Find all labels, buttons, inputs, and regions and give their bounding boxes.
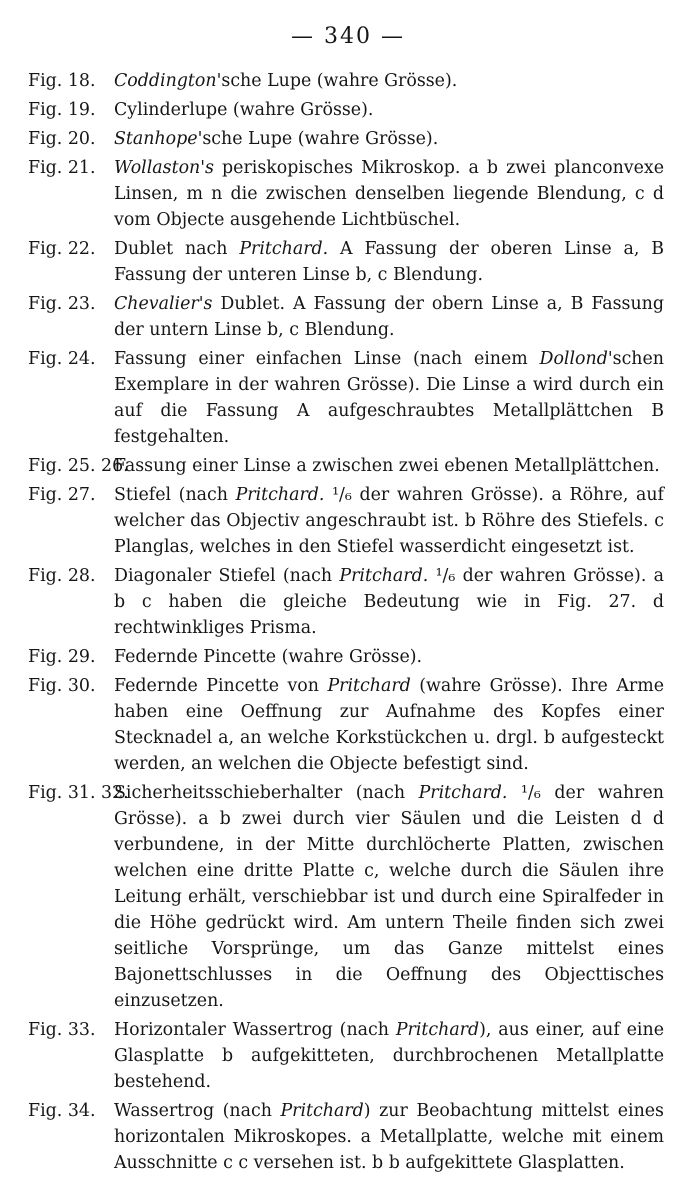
figure-label: Fig. 22. [28,239,96,259]
figure-description [114,673,664,777]
caption-text: Fassung einer Linse a zwischen zwei ebenen Metallplättchen. [114,456,660,476]
italic-name: Coddington [114,71,217,91]
figure-description [114,780,664,1014]
figure-description [114,346,664,450]
figure-caption [28,482,664,560]
figure-caption [28,453,664,479]
figure-description [114,1017,664,1095]
figure-label: Fig. 30. [28,676,96,696]
caption-text: ¹/₆ der wahren Grösse). a b zwei durch vier Säulen und die Leisten d d verbundene, in der Mitte durchlöcherte Platten, zwischen welchen eine dritte Platte c, welche durch die Säulen ihre Leitung erhält, verschiebbar ist und durch eine Spiralfeder in die Höhe gedrückt wird. Am untern Theile finden sich zwei seitliche Vorsprünge, um das Ganze mittelst eines Bajonettschlusses in die Oeffnung des Objecttisches einzusetzen. [114,783,664,1011]
caption-text: 'sche Lupe (wahre Grösse). [216,71,458,91]
figure-label: Fig. 29. [28,647,96,667]
figure-label: Fig. 28. [28,566,96,586]
figure-caption [28,563,664,641]
italic-name: Pritchard [395,1020,480,1040]
figure-description [114,482,664,560]
italic-name: Chevalier's [114,294,213,314]
figure-caption [28,346,664,450]
italic-name: Pritchard. [239,239,329,259]
caption-text: ¹/₆ der wahren Grösse). a b c haben die gleiche Bedeutung wie in Fig. 27. d rechtwinkliges Prisma. [114,566,665,638]
italic-name: Pritchard [280,1101,364,1121]
caption-text: Fassung einer einfachen Linse (nach einem [114,349,540,369]
caption-text: A Fassung der oberen Linse a, B Fassung der unteren Linse b, c Blendung. [114,239,665,285]
figure-caption [28,291,664,343]
caption-text: Cylinderlupe (wahre Grösse). [114,100,374,120]
figure-description [114,126,664,152]
page-number: — 340 — [291,24,405,49]
caption-text: Federnde Pincette (wahre Grösse). [114,647,423,667]
italic-name: Pritchard. [235,485,325,505]
figure-description [114,236,664,288]
caption-text: Dublet nach [114,239,240,259]
figure-label: Fig. 21. [28,158,96,178]
figure-caption [28,644,664,670]
figure-description [114,291,664,343]
figure-label: Fig. 19. [28,100,96,120]
figure-description [114,155,664,233]
figure-description [114,453,664,479]
figure-caption [28,673,664,777]
figure-label: Fig. 33. [28,1020,96,1040]
figure-description [114,1098,664,1176]
figure-caption [28,236,664,288]
figure-label: Fig. 34. [28,1101,96,1121]
italic-name: Pritchard. [418,783,508,803]
caption-text: Stiefel (nach [114,485,236,505]
caption-text: 'schen Exemplare in der wahren Grösse). Die Linse a wird durch ein auf die Fassung A aufgeschraubtes Metallplättchen B festgehalten. [114,349,664,447]
caption-text: Horizontaler Wassertrog (nach [114,1020,396,1040]
caption-text: (wahre Grösse). Ihre Arme haben eine Oeffnung zur Aufnahme des Kopfes einer Stecknadel a, an welche Korkstückchen u. drgl. b aufgesteckt werden, an welchen die Objecte befestigt sind. [114,676,664,774]
caption-text: Federnde Pincette von [114,676,328,696]
figure-caption [28,1017,664,1095]
italic-name: Pritchard. [339,566,429,586]
italic-name: Dollond [539,349,608,369]
figure-label: Fig. 31. 32. [28,783,129,803]
figure-caption [28,97,664,123]
caption-text: Diagonaler Stiefel (nach [114,566,340,586]
figure-label: Fig. 23. [28,294,96,314]
figure-caption [28,1098,664,1176]
caption-text: periskopisches Mikroskop. a b zwei planconvexe Linsen, m n die zwischen denselben liegende Blendung, c d vom Objecte ausgehende Lichtbüschel. [114,158,664,230]
caption-text: Sicherheitsschieberhalter (nach [114,783,419,803]
figure-description [114,644,664,670]
caption-text: ¹/₆ der wahren Grösse). a Röhre, auf welcher das Objectiv angeschraubt ist. b Röhre des Stiefels. c Planglas, welches in den Stiefel wasserdicht eingesetzt ist. [114,485,664,557]
figure-caption [28,126,664,152]
caption-text: ) zur Beobachtung mittelst eines horizontalen Mikroskopes. a Metallplatte, welche mit einem Ausschnitte c c versehen ist. b b aufgekittete Glasplatten. [114,1101,664,1173]
figure-caption-list [28,68,664,1179]
figure-label: Fig. 24. [28,349,96,369]
figure-label: Fig. 20. [28,129,96,149]
figure-caption [28,155,664,233]
italic-name: Pritchard [327,676,411,696]
figure-label: Fig. 27. [28,485,96,505]
figure-caption [28,780,664,1014]
caption-text: 'sche Lupe (wahre Grösse). [197,129,439,149]
figure-description [114,563,664,641]
figure-caption [28,68,664,94]
figure-description [114,97,664,123]
italic-name: Wollaston's [114,158,214,178]
italic-name: Stanhope [114,129,198,149]
figure-label: Fig. 25. 26. [28,456,129,476]
figure-label: Fig. 18. [28,71,96,91]
caption-text: Dublet. A Fassung der obern Linse a, B Fassung der untern Linse b, c Blendung. [114,294,664,340]
caption-text: ), aus einer, auf eine Glasplatte b aufgekitteten, durchbrochenen Metallplatte bestehend. [114,1020,664,1092]
figure-description [114,68,664,94]
caption-text: Wassertrog (nach [114,1101,281,1121]
